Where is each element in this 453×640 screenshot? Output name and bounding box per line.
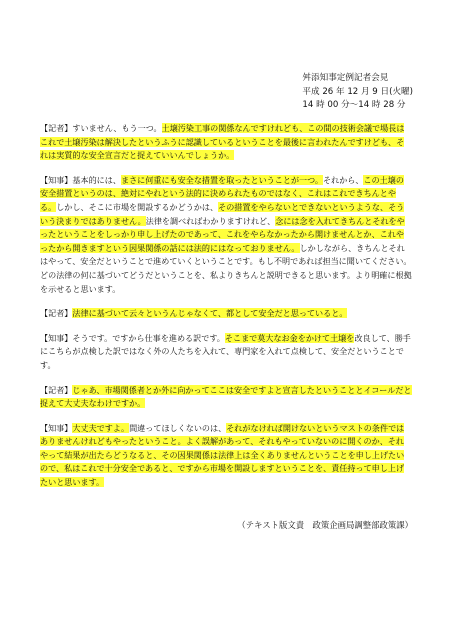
speaker-label: 【知事】 xyxy=(40,422,73,433)
transcript-paragraph xyxy=(40,384,412,411)
conference-time: 14 時 00 分～14 時 28 分 xyxy=(302,100,406,110)
highlighted-text: よく誤解があって、それもやっていないのに開くのか、それやって結果が出たらどうなると、その因果関係は法律上は全くありませんということを申し上げたいので、私はこれで十分安全であると、ですから市場を開設しますということを、責任持って申し上げたいと思います。 xyxy=(40,436,405,488)
statement-text: 間違ってほしくないのは、 xyxy=(129,422,227,433)
speaker-label: 【記者】 xyxy=(40,308,73,319)
statement-text: すいません、もう一つ。 xyxy=(72,123,162,133)
highlighted-text: 法律に基づいて云々というんじゃなくて、都として安全だと思っていると。 xyxy=(72,308,348,319)
conference-title: 舛添知事定例記者会見 xyxy=(302,73,389,83)
highlighted-text: その措置をやらないとできないというような、そういう決まりではありません。 xyxy=(40,201,405,226)
speaker-label: 【記者】 xyxy=(40,384,73,395)
statement-text: 法律を調べればわかりますけれど、 xyxy=(145,215,276,226)
transcript-body xyxy=(40,122,412,501)
speaker-label: 【知事】 xyxy=(40,174,73,185)
highlighted-text: じゃあ、市場関係者とか外に向かってここは安全ですよと宣言したということとイコールだと捉えて大丈夫なわけですか。 xyxy=(40,384,412,409)
statement-text: 改良して、勝手にこちらが点検した訳ではなく外の人たちを入れて、専門家を入れて点検して、安全だということです。 xyxy=(40,332,411,370)
statement-text: しかしながら、きちんとそれはやって、安全だということで進めていくということです。もし不明であれば担当に聞いてください。どの法律の何に基づいてどうだということを、私よりきちんと説明できると思います。より明確に根拠を示せると思います。 xyxy=(40,242,412,294)
conference-date: 平成 26 年 12 月 9 日(火曜) xyxy=(302,86,413,97)
transcript-paragraph xyxy=(40,122,412,163)
highlighted-text: 念には念を入れてきちんとそれをやったということをしっかり申し上げたのであって、これをやらなかったから開けませんとか、これやったから開きますという因果関係の話には法的にはなっておりません。 xyxy=(40,215,405,253)
text-responsibility-note: （テキスト版文責 政策企画局調整部政策課） xyxy=(237,520,413,530)
statement-text: しかし、そこに市場を開設するかどうかは、 xyxy=(56,201,219,212)
highlighted-text: それがなければ開けないというマストの条件ではありませんけれどもやったということ。 xyxy=(40,422,405,447)
statement-text: 基本的には、 xyxy=(72,174,121,185)
transcript-paragraph xyxy=(40,174,412,296)
highlighted-text: 土壌汚染工事の関係なんですけれども、この間の技術会議で場長はこれで土壌汚染は解決したというふうに認識しているということを最後に言われたんですけども、それは実質的な安全宣言だと捉えていいんでしょうか。 xyxy=(40,123,405,161)
statement-text: そうです。ですから仕事を進める訳です。 xyxy=(72,332,225,343)
highlighted-text: 大丈夫ですよ。 xyxy=(72,422,130,433)
transcript-paragraph xyxy=(40,307,412,321)
speaker-label: 【記者】 xyxy=(40,123,73,133)
transcript-paragraph xyxy=(40,332,412,373)
press-conference-header xyxy=(302,72,413,113)
speaker-label: 【知事】 xyxy=(40,332,73,343)
transcript-paragraph xyxy=(40,422,412,490)
highlighted-text: そこまで莫大なお金をかけて土壌を xyxy=(224,332,355,343)
statement-text: それから、 xyxy=(323,174,364,185)
highlighted-text: この土壌の安全措置というのは、絶対にやれという法的に決められたものではなく、これはこれできちんとやる。 xyxy=(40,174,404,212)
highlighted-text: まさに何重にも安全な措置を取ったということが一つ。 xyxy=(120,174,323,185)
